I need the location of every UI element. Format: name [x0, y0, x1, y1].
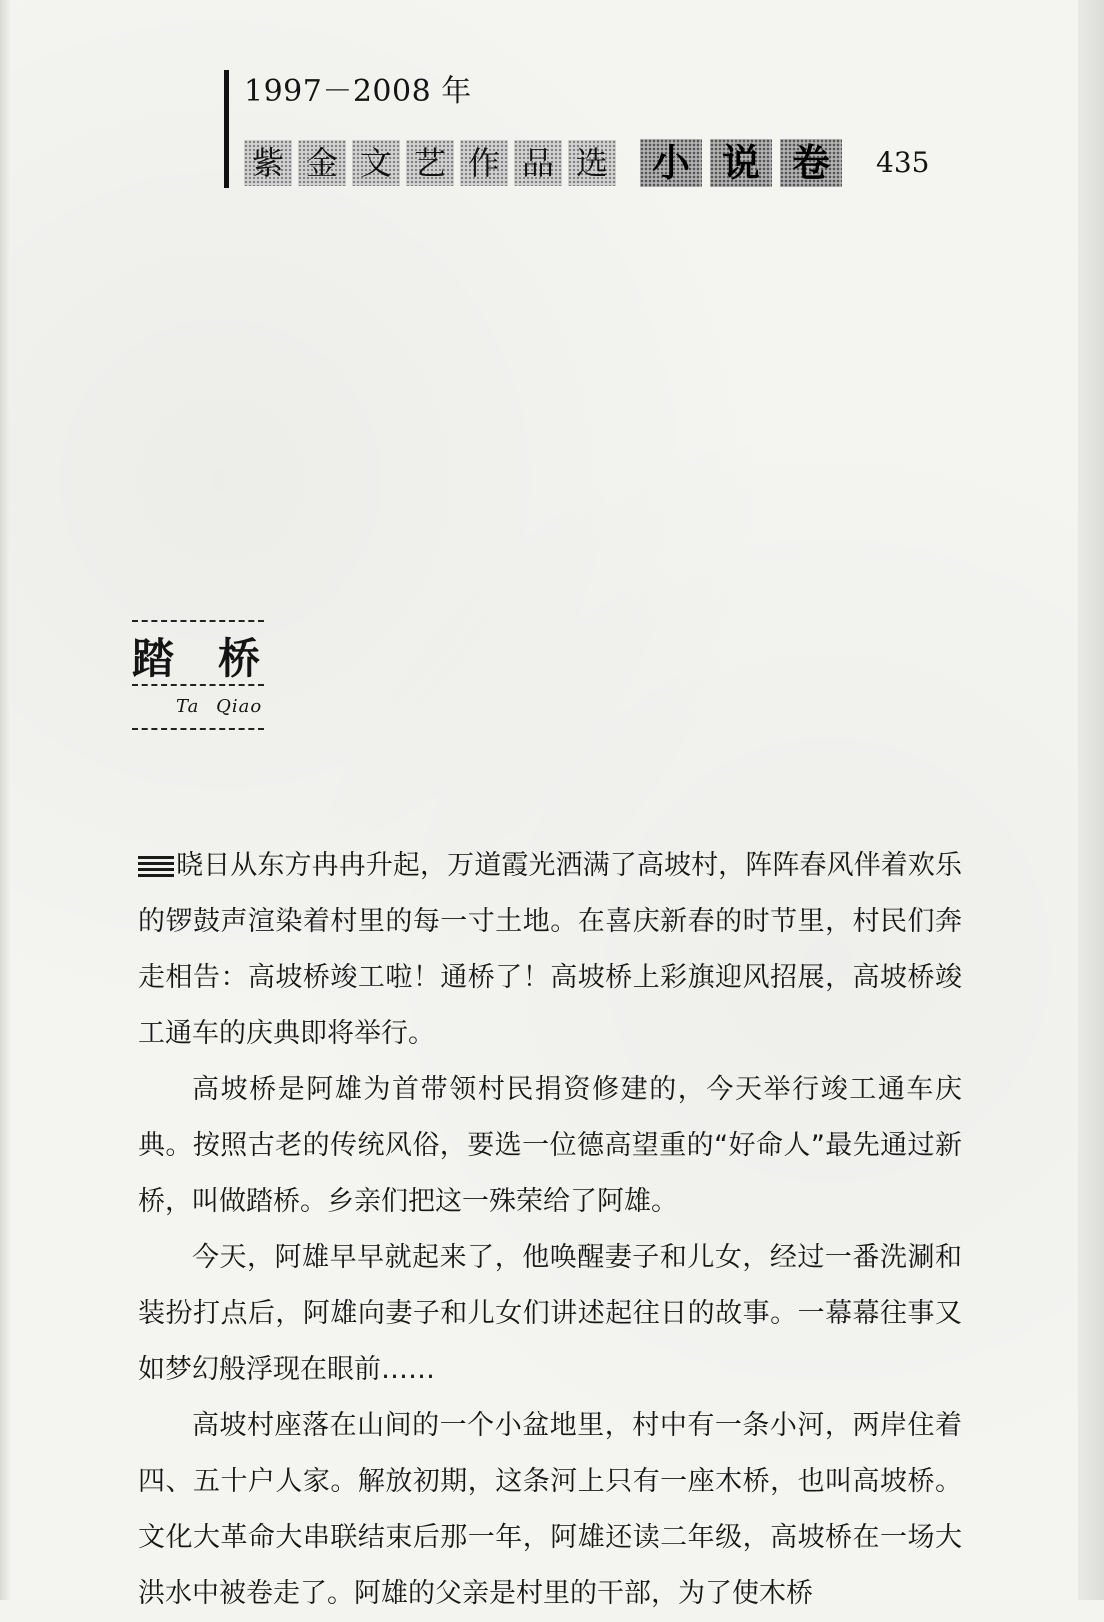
story-body — [138, 838, 962, 1622]
ornament-icon — [138, 856, 174, 878]
title-rule-bottom — [132, 728, 264, 730]
title-rule-middle — [132, 684, 264, 686]
page-number: 435 — [876, 146, 930, 179]
series-char: 艺 — [406, 140, 454, 186]
paragraph: 今天，阿雄早早就起来了，他唤醒妻子和儿女，经过一番洗涮和装扮打点后，阿雄向妻子和儿女们讲述起往日的故事。一幕幕往事又如梦幻般浮现在眼前…… — [138, 1242, 962, 1385]
title-rule-top — [132, 620, 264, 622]
series-char: 紫 — [244, 140, 292, 186]
story-title-pinyin — [176, 696, 262, 717]
scan-right-edge — [1078, 0, 1104, 1600]
series-char: 品 — [514, 140, 562, 186]
header-series-title — [244, 138, 850, 188]
paragraph: 高坡桥是阿雄为首带领村民捐资修建的，今天举行竣工通车庆典。按照古老的传统风俗，要选一位德高望重的“好命人”最先通过新桥，叫做踏桥。乡亲们把这一殊荣给了阿雄。 — [138, 1074, 962, 1217]
volume-char: 说 — [710, 139, 772, 187]
header-vertical-rule — [224, 70, 229, 188]
series-char: 作 — [460, 140, 508, 186]
header-years: 1997－2008 年 — [244, 74, 472, 109]
volume-char: 卷 — [780, 139, 842, 187]
story-title: 踏桥 — [132, 634, 305, 683]
volume-char: 小 — [640, 139, 702, 187]
series-char: 选 — [568, 140, 616, 186]
series-char: 文 — [352, 140, 400, 186]
series-char: 金 — [298, 140, 346, 186]
paragraph-text: 晓日从东方冉冉升起，万道霞光洒满了高坡村，阵阵春风伴着欢乐的锣鼓声渲染着村里的每一寸土地。在喜庆新春的时节里，村民们奔走相告：高坡桥竣工啦！通桥了！高坡桥上彩旗迎风招展，高坡桥竣工通车的庆典即将举行。 — [138, 850, 962, 1049]
paragraph: 高坡村座落在山间的一个小盆地里，村中有一条小河，两岸住着四、五十户人家。解放初期，这条河上只有一座木桥，也叫高坡桥。文化大革命大串联结束后那一年，阿雄还读二年级，高坡桥在一场大洪水中被卷走了。阿雄的父亲是村里的干部，为了使木桥 — [138, 1410, 962, 1609]
pinyin-word: Qiao — [216, 696, 263, 717]
scan-left-edge — [0, 0, 10, 1600]
pinyin-word: Ta — [176, 696, 200, 717]
paragraph — [138, 838, 962, 1062]
